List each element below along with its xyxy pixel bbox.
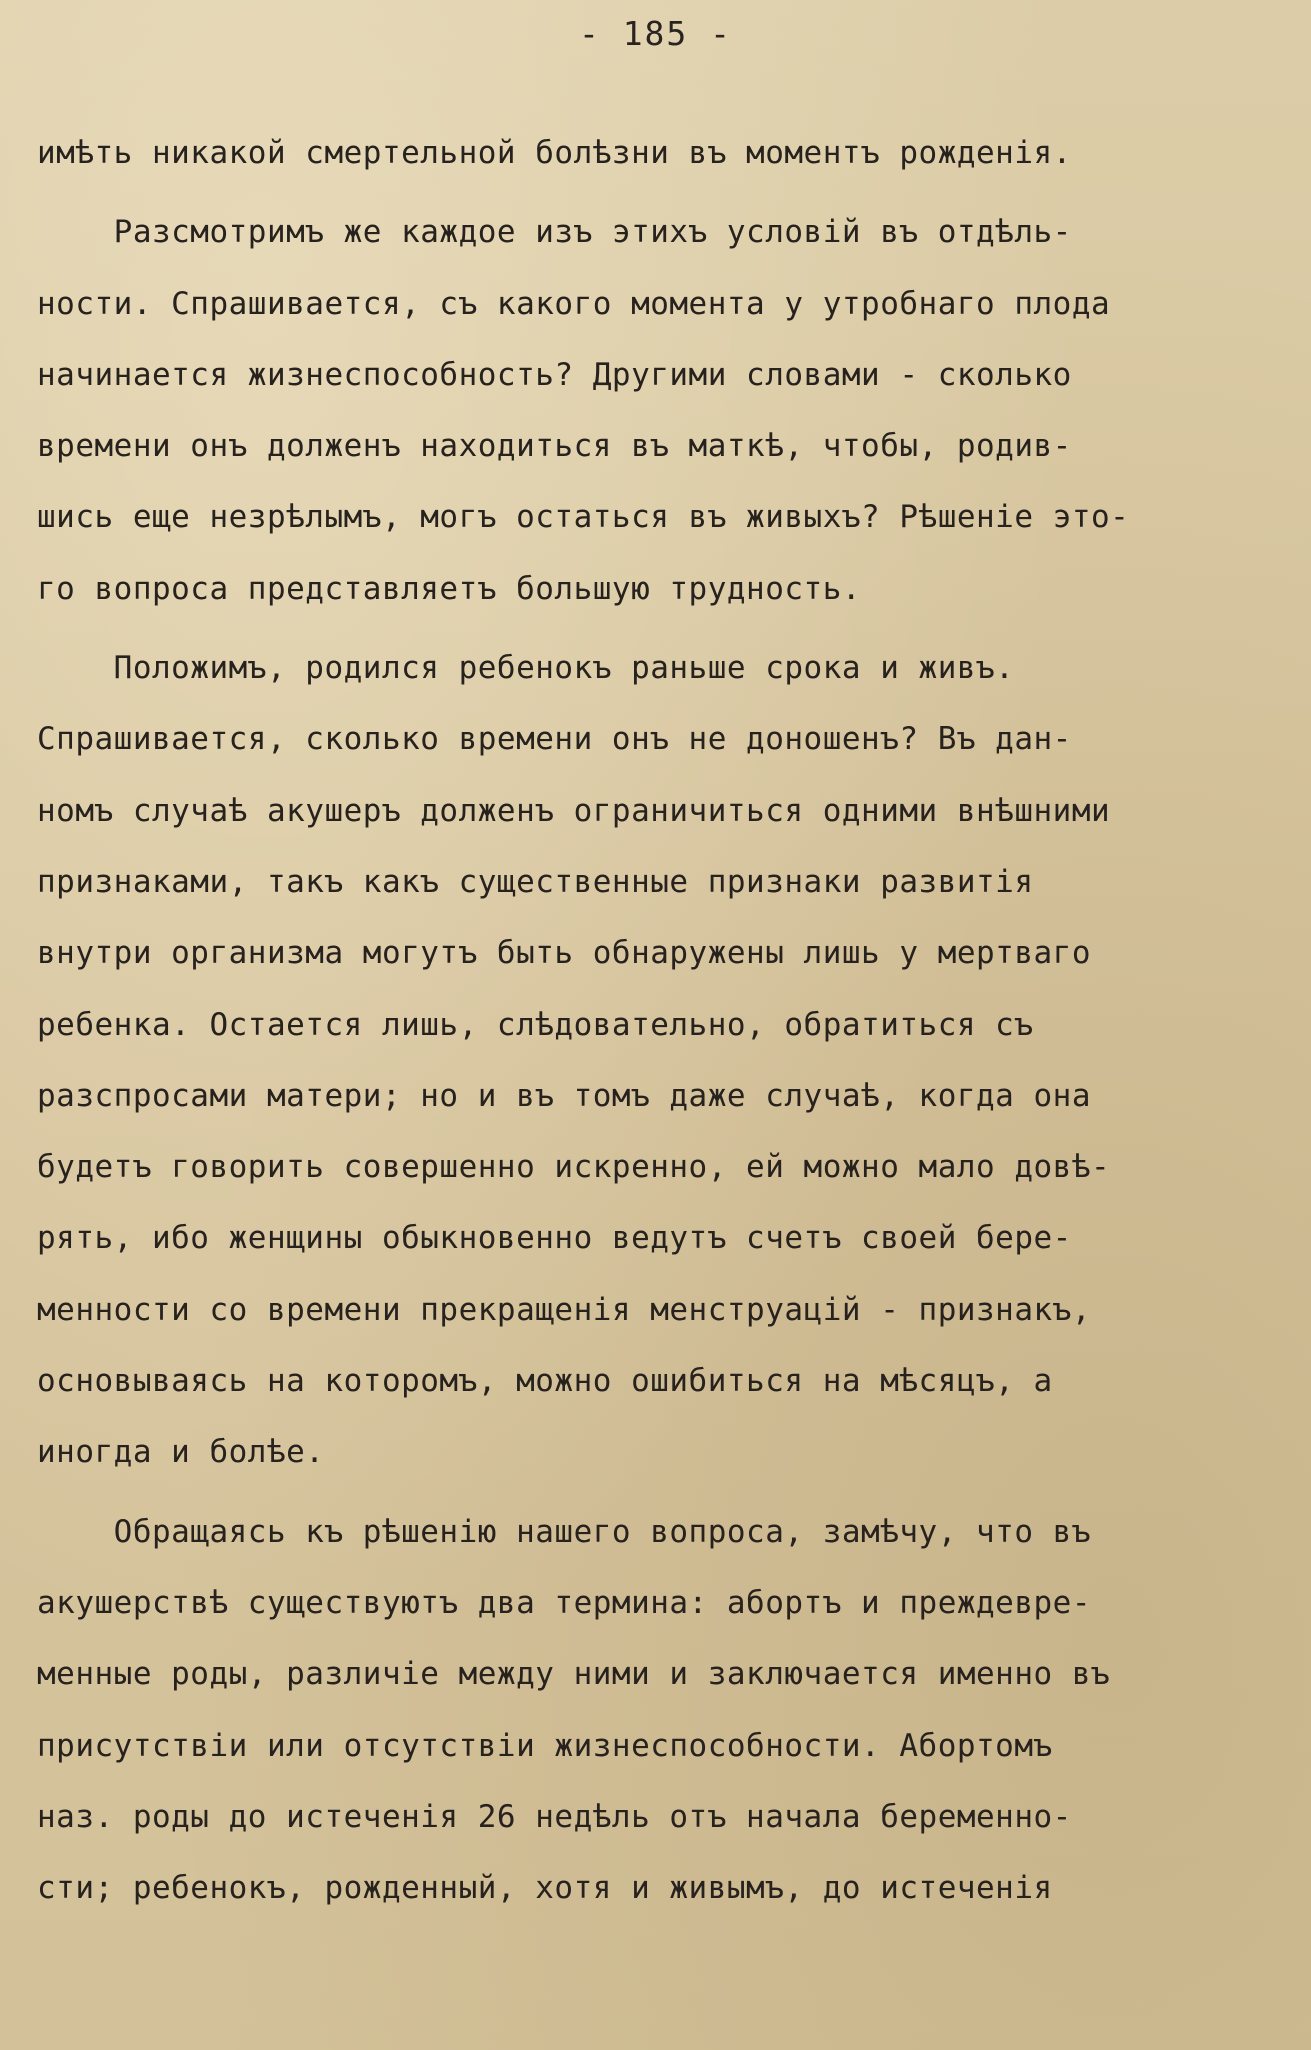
text-line: ности. Спрашивается, съ какого момента у утробнаго плода — [37, 285, 1111, 322]
text-line: акушерствѣ существуютъ два термина: абортъ и преждевре- — [37, 1584, 1091, 1621]
text-line: начинается жизнеспособность? Другими словами - сколько — [37, 356, 1072, 393]
text-line: сти; ребенокъ, рожденный, хотя и живымъ, до истеченія — [37, 1870, 1053, 1907]
paragraph-gap — [37, 189, 1272, 197]
text-line: признаками, такъ какъ существенные признаки развитія — [37, 863, 1034, 900]
page-number: - 185 - — [578, 14, 733, 53]
text-line: будетъ говорить совершенно искренно, ей можно мало довѣ- — [37, 1149, 1111, 1186]
text-line: го вопроса представляетъ большую трудность. — [37, 570, 862, 607]
text-line: шись еще незрѣлымъ, могъ остаться въ живыхъ? Рѣшеніе это- — [37, 499, 1130, 536]
text-line: имѣть никакой смертельной болѣзни въ моментъ рожденія. — [37, 135, 1072, 171]
text-line: основываясь на которомъ, можно ошибиться на мѣсяцъ, а — [37, 1363, 1053, 1400]
text-line: рять, ибо женщины обыкновенно ведутъ счетъ своей бере- — [37, 1220, 1072, 1257]
text-line: наз. роды до истеченія 26 недѣль отъ начала беременно- — [37, 1798, 1072, 1835]
text-line: ребенка. Остается лишь, слѣдовательно, обратиться съ — [37, 1006, 1034, 1043]
paragraph-gap — [37, 625, 1272, 633]
text-line: времени онъ долженъ находиться въ маткѣ, чтобы, родив- — [37, 428, 1072, 465]
document-body — [37, 118, 1272, 1924]
text-line: Положимъ, родился ребенокъ раньше срока и живъ. — [37, 650, 1015, 687]
text-line: номъ случаѣ акушеръ долженъ ограничиться одними внѣшними — [37, 792, 1111, 829]
text-line: менности со времени прекращенія менструацій - признакъ, — [37, 1291, 1091, 1328]
paragraph-gap — [37, 1489, 1272, 1497]
text-line: Спрашивается, сколько времени онъ не доношенъ? Въ дан- — [37, 721, 1072, 758]
text-line: разспросами матери; но и въ томъ даже случаѣ, когда она — [37, 1077, 1091, 1114]
text-line: Разсмотримъ же каждое изъ этихъ условій въ отдѣль- — [37, 214, 1072, 251]
text-line: иногда и болѣе. — [37, 1434, 325, 1471]
text-line: Обращаясь къ рѣшенію нашего вопроса, замѣчу, что въ — [37, 1513, 1091, 1550]
text-line: присутствіи или отсутствіи жизнеспособности. Абортомъ — [37, 1727, 1053, 1764]
text-line: менные роды, различіе между ними и заключается именно въ — [37, 1656, 1111, 1693]
text-line: внутри организма могутъ быть обнаружены лишь у мертваго — [37, 935, 1091, 972]
